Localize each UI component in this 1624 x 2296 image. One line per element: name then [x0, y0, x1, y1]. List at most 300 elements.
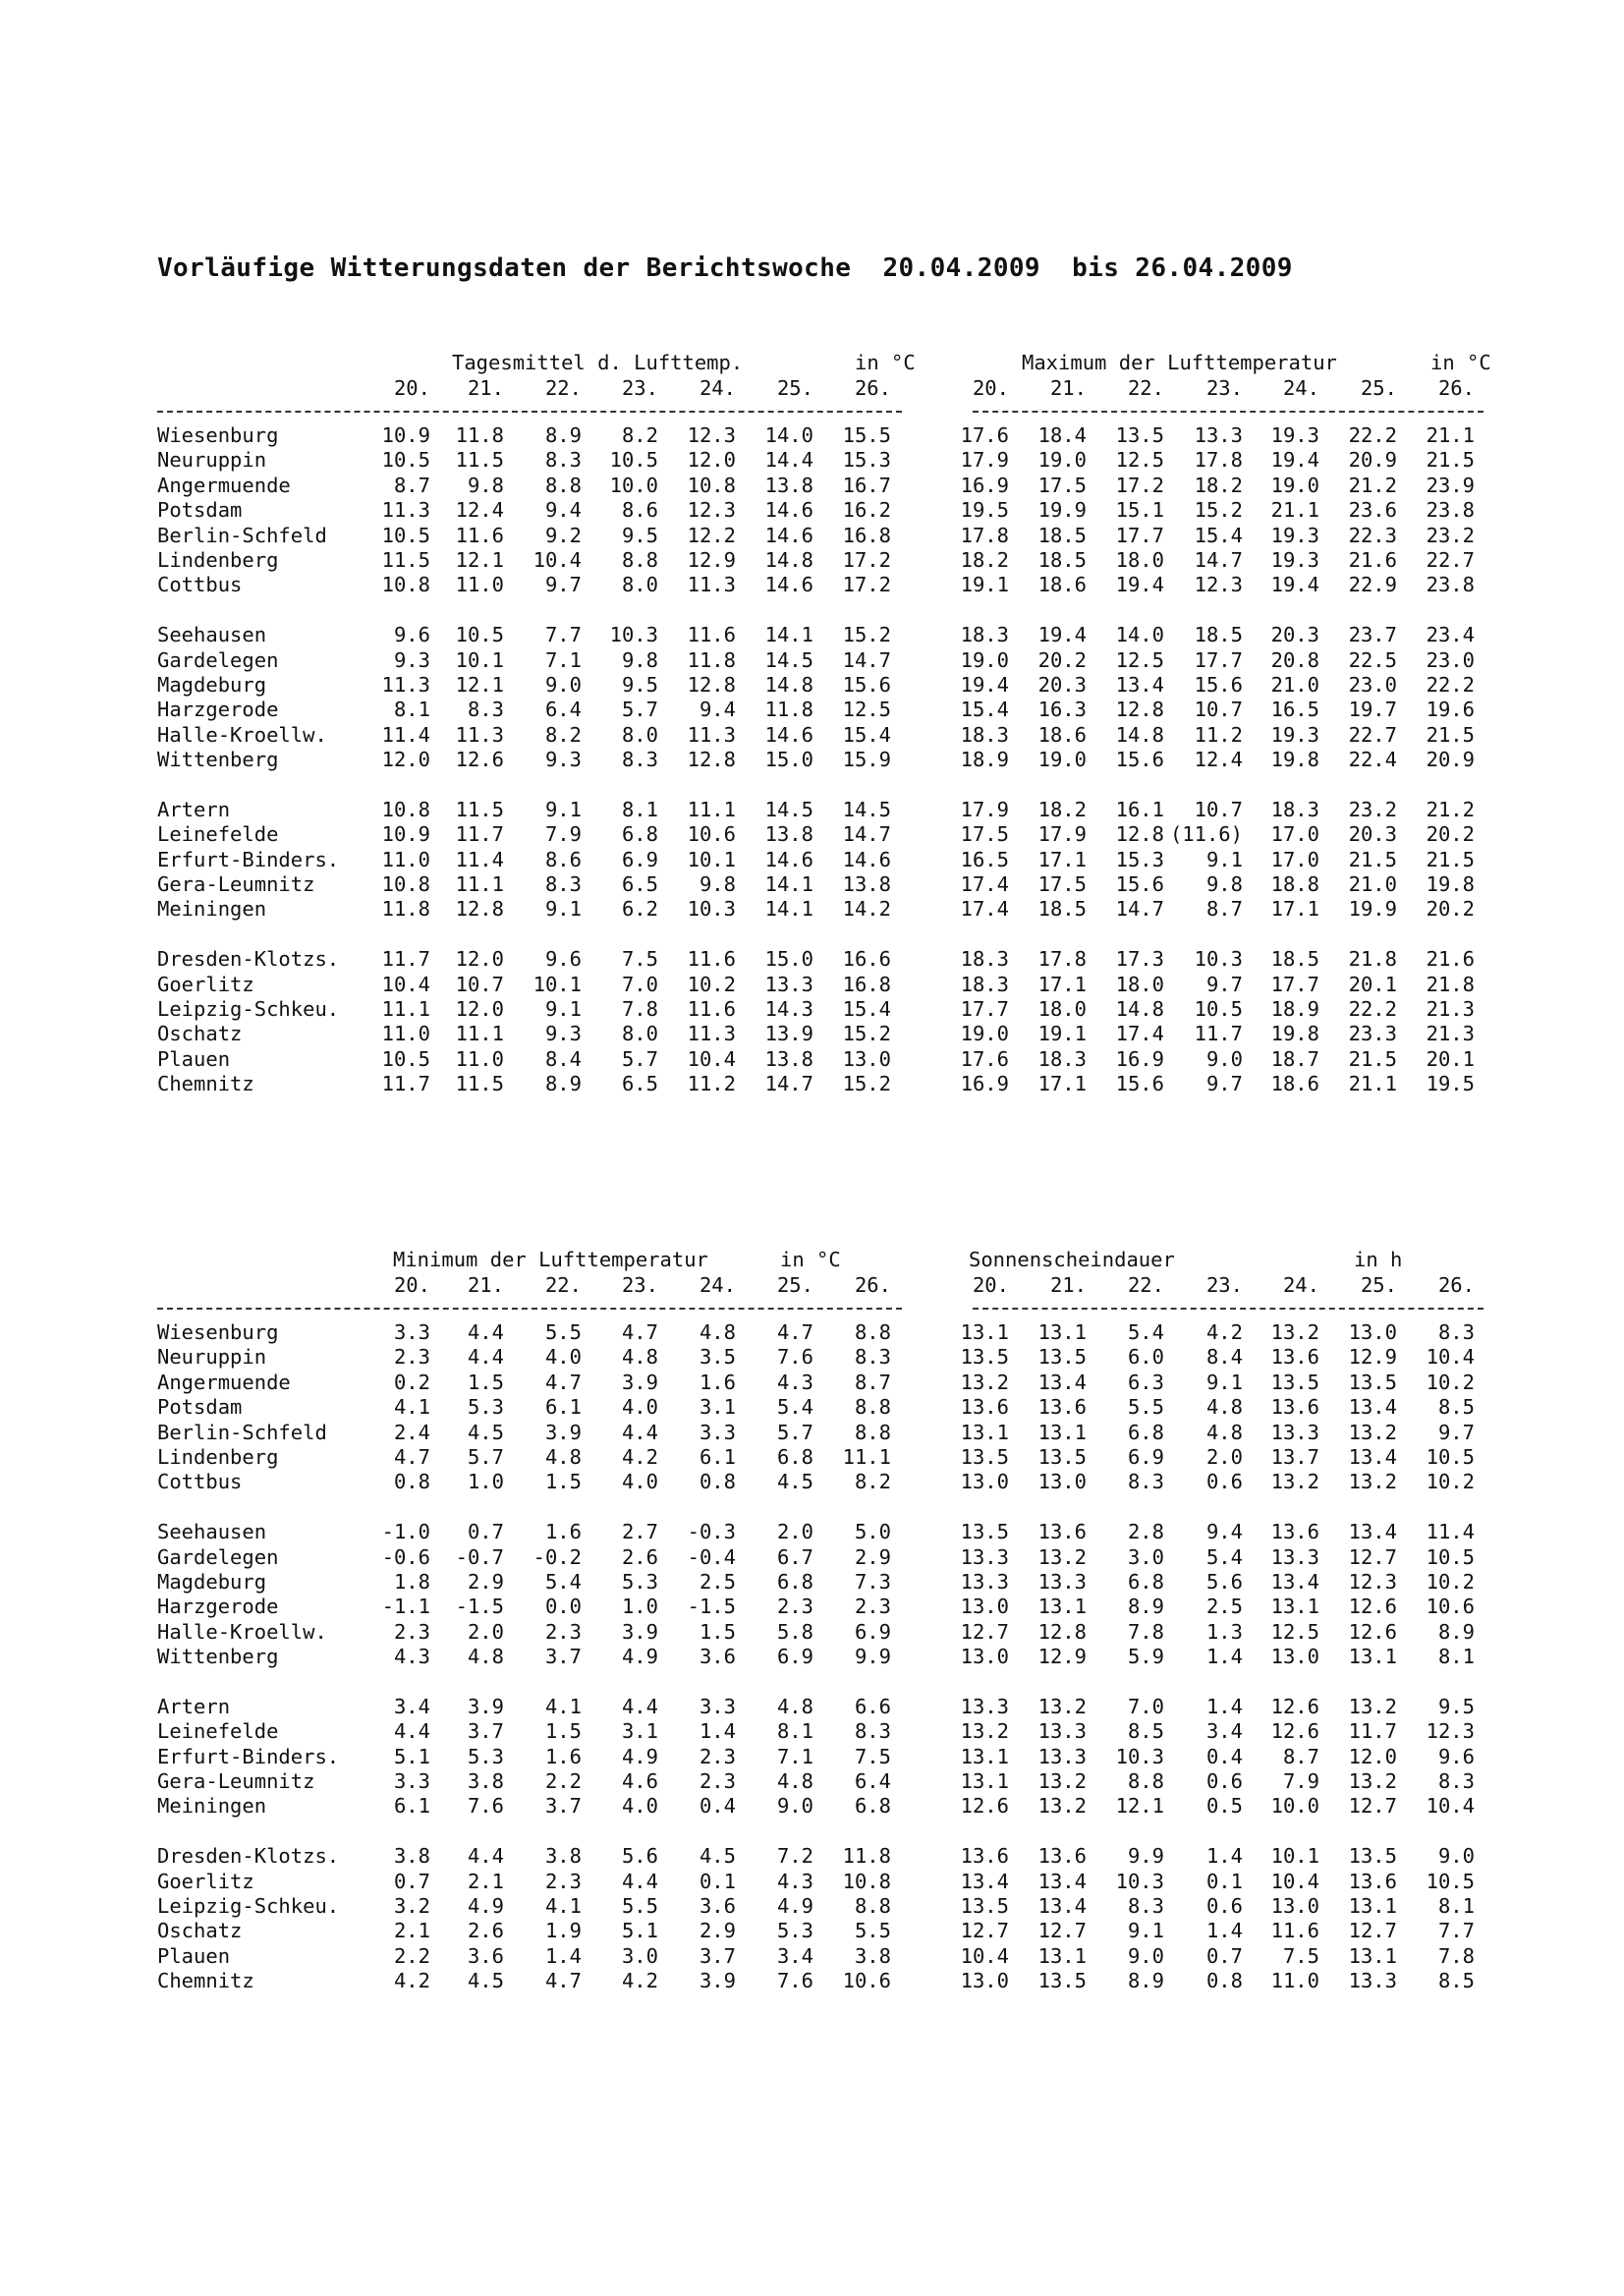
value-cell: 13.3: [764, 972, 813, 996]
value-cell: 13.2: [960, 1719, 1009, 1744]
value-cell: 6.4: [544, 698, 582, 722]
value-cell: 5.5: [1127, 1395, 1164, 1420]
value-cell: 9.1: [1205, 847, 1243, 871]
value-cell: 18.3: [960, 947, 1009, 972]
value-cell: 6.8: [1127, 1420, 1164, 1444]
table-row: [157, 1445, 1503, 1470]
value-cell: 11.8: [687, 647, 736, 672]
station-name: Berlin-Schfeld: [157, 1420, 327, 1444]
value-cell: 1.4: [1205, 1694, 1243, 1718]
value-cell: 4.4: [621, 1694, 658, 1718]
table-row: [157, 1520, 1503, 1544]
value-cell: 13.5: [1270, 1370, 1319, 1394]
station-name: Erfurt-Binders.: [157, 1744, 340, 1768]
value-cell: 23.8: [1426, 573, 1475, 597]
value-cell: 3.7: [699, 1943, 736, 1968]
value-cell: -0.7: [455, 1544, 504, 1569]
value-cell: 8.2: [544, 722, 582, 747]
value-cell: 13.0: [960, 1595, 1009, 1619]
value-cell: 11.8: [381, 897, 430, 922]
table-row: [157, 673, 1503, 698]
value-cell: 1.5: [544, 1719, 582, 1744]
value-cell: 5.7: [621, 698, 658, 722]
station-name: Artern: [157, 1694, 231, 1718]
table-row: [157, 1545, 1503, 1570]
value-cell: 18.5: [1270, 947, 1319, 972]
value-cell: 13.2: [1037, 1794, 1087, 1819]
value-cell: 12.7: [1348, 1919, 1397, 1943]
station-name: Oschatz: [157, 1022, 243, 1046]
station-name: Meiningen: [157, 1794, 267, 1819]
value-cell: 9.0: [1437, 1844, 1475, 1869]
value-cell: 11.7: [455, 822, 504, 847]
value-cell: 11.6: [687, 623, 736, 647]
value-cell: 9.0: [544, 672, 582, 697]
value-cell: 13.4: [1270, 1569, 1319, 1594]
value-cell: 8.7: [393, 473, 430, 497]
value-cell: 13.9: [764, 1022, 813, 1046]
value-cell: 11.3: [687, 573, 736, 597]
value-cell: 17.0: [1270, 847, 1319, 871]
value-cell: 3.4: [393, 1694, 430, 1718]
group-spacer: [157, 1495, 1503, 1520]
value-cell: 2.1: [393, 1919, 430, 1943]
value-cell: 14.7: [842, 822, 891, 847]
station-name: Gardelegen: [157, 647, 279, 672]
value-cell: 23.7: [1348, 623, 1397, 647]
value-cell: 17.2: [842, 573, 891, 597]
value-cell: 8.1: [621, 797, 658, 821]
value-cell: 8.1: [1437, 1645, 1475, 1669]
value-cell: 8.9: [544, 423, 582, 447]
value-cell: 13.2: [1348, 1470, 1397, 1494]
table-row: [157, 1320, 1503, 1345]
value-cell: 12.8: [1115, 822, 1164, 847]
value-cell: 13.2: [1037, 1769, 1087, 1794]
value-cell: 9.0: [776, 1794, 813, 1819]
value-cell: 21.8: [1426, 972, 1475, 996]
value-cell: 13.6: [960, 1395, 1009, 1420]
value-cell: 20.2: [1426, 897, 1475, 922]
value-cell: 9.7: [544, 573, 582, 597]
value-cell: 12.7: [1037, 1919, 1087, 1943]
value-cell: 18.3: [960, 972, 1009, 996]
value-cell: 13.0: [1037, 1470, 1087, 1494]
value-cell: 4.7: [544, 1370, 582, 1394]
value-cell: 10.4: [1426, 1794, 1475, 1819]
group-spacer: [157, 923, 1503, 947]
value-cell: 8.7: [1205, 897, 1243, 922]
station-name: Angermuende: [157, 473, 291, 497]
station-name: Potsdam: [157, 1395, 243, 1420]
value-cell: 18.9: [1270, 996, 1319, 1021]
value-cell: 17.5: [960, 822, 1009, 847]
value-cell: 9.2: [544, 523, 582, 547]
group-spacer: [157, 772, 1503, 797]
value-cell: 10.5: [1426, 1544, 1475, 1569]
value-cell: 12.0: [1348, 1744, 1397, 1768]
value-cell: 10.8: [381, 872, 430, 897]
station-name: Dresden-Klotzs.: [157, 1844, 340, 1869]
weather-table-section-2: [157, 1248, 1503, 1994]
value-cell: 1.6: [544, 1520, 582, 1544]
value-cell: 14.6: [764, 498, 813, 523]
value-cell: 21.5: [1426, 847, 1475, 871]
value-cell: 13.0: [1270, 1893, 1319, 1918]
value-cell: 13.0: [960, 1969, 1009, 1993]
value-cell: 8.8: [621, 547, 658, 572]
value-cell: 10.5: [381, 523, 430, 547]
value-cell: 3.6: [467, 1943, 504, 1968]
value-cell: 17.4: [960, 897, 1009, 922]
value-cell: 6.4: [854, 1769, 891, 1794]
value-cell: 13.6: [1348, 1869, 1397, 1893]
value-cell: 13.4: [1348, 1444, 1397, 1469]
value-cell: 14.8: [1115, 722, 1164, 747]
value-cell: 12.8: [687, 748, 736, 772]
value-cell: 13.6: [1270, 1520, 1319, 1544]
value-cell: 4.8: [544, 1444, 582, 1469]
value-cell: 16.9: [960, 1072, 1009, 1096]
value-cell: 13.5: [1115, 423, 1164, 447]
value-cell: 10.2: [687, 972, 736, 996]
value-cell: 18.9: [960, 748, 1009, 772]
value-cell: 6.9: [1127, 1444, 1164, 1469]
table-row: [157, 723, 1503, 748]
value-cell: 2.6: [621, 1544, 658, 1569]
right-unit: in h: [1354, 1248, 1403, 1271]
value-cell: 0.1: [1205, 1869, 1243, 1893]
value-cell: 15.6: [1115, 748, 1164, 772]
station-name: Wiesenburg: [157, 1320, 279, 1344]
value-cell: 14.6: [842, 847, 891, 871]
value-cell: 3.4: [776, 1943, 813, 1968]
value-cell: 13.7: [1270, 1444, 1319, 1469]
value-cell: 6.8: [854, 1794, 891, 1819]
table-row: [157, 1570, 1503, 1595]
table-row: [157, 872, 1503, 897]
station-name: Oschatz: [157, 1919, 243, 1943]
value-cell: 1.5: [467, 1370, 504, 1394]
right-table-title: Sonnenscheindauer: [969, 1248, 1175, 1271]
value-cell: 4.1: [544, 1893, 582, 1918]
value-cell: 8.3: [1127, 1470, 1164, 1494]
value-cell: 19.3: [1270, 722, 1319, 747]
value-cell: 10.7: [455, 972, 504, 996]
dashed-separator: [157, 1299, 1503, 1320]
value-cell: 1.3: [1205, 1619, 1243, 1644]
value-cell: 11.1: [687, 797, 736, 821]
table-row: [157, 1719, 1503, 1744]
value-cell: 9.9: [854, 1645, 891, 1669]
table-row: [157, 798, 1503, 822]
value-cell: 8.8: [854, 1420, 891, 1444]
value-cell: 13.4: [1037, 1869, 1087, 1893]
value-cell: 17.0: [1270, 822, 1319, 847]
value-cell: 14.8: [764, 672, 813, 697]
value-cell: 3.1: [699, 1395, 736, 1420]
value-cell: 14.7: [1194, 547, 1243, 572]
value-cell: 4.4: [467, 1844, 504, 1869]
value-cell: 7.1: [544, 647, 582, 672]
group-spacer: [157, 1820, 1503, 1844]
value-cell: 11.3: [455, 722, 504, 747]
value-cell: 18.2: [960, 547, 1009, 572]
value-cell: 9.8: [467, 473, 504, 497]
value-cell: 23.2: [1426, 523, 1475, 547]
value-cell: 19.4: [960, 672, 1009, 697]
value-cell: 1.5: [544, 1470, 582, 1494]
value-cell: 9.6: [544, 947, 582, 972]
value-cell: 19.4: [1270, 573, 1319, 597]
value-cell: 10.8: [381, 573, 430, 597]
value-cell: 17.2: [1115, 473, 1164, 497]
value-cell: 2.3: [776, 1595, 813, 1619]
value-cell: 10.8: [381, 797, 430, 821]
left-table-title: Tagesmittel d. Lufttemp.: [452, 351, 744, 374]
value-cell: 0.7: [467, 1520, 504, 1544]
value-cell: 17.7: [1270, 972, 1319, 996]
value-cell: 13.6: [1037, 1844, 1087, 1869]
value-cell: 3.2: [393, 1893, 430, 1918]
value-cell: 14.0: [764, 423, 813, 447]
value-cell: 1.6: [699, 1370, 736, 1394]
value-cell: 17.9: [1037, 822, 1087, 847]
value-cell: 12.1: [1115, 1794, 1164, 1819]
day-label-left: 23.: [621, 376, 658, 400]
value-cell: 17.1: [1037, 847, 1087, 871]
separator-left: [157, 411, 902, 413]
table-row: [157, 1894, 1503, 1919]
value-cell: 11.2: [1194, 722, 1243, 747]
value-cell: 6.1: [393, 1794, 430, 1819]
value-cell: 1.0: [467, 1470, 504, 1494]
value-cell: 0.2: [393, 1370, 430, 1394]
value-cell: 3.3: [393, 1320, 430, 1344]
value-cell: 15.1: [1115, 498, 1164, 523]
station-name: Seehausen: [157, 623, 267, 647]
value-cell: 7.6: [776, 1969, 813, 1993]
value-cell: 1.4: [544, 1943, 582, 1968]
value-cell: 6.8: [776, 1569, 813, 1594]
table-row: [157, 1794, 1503, 1819]
value-cell: 19.4: [1115, 573, 1164, 597]
dashed-separator: [157, 402, 1503, 423]
value-cell: 5.7: [776, 1420, 813, 1444]
value-cell: 4.5: [467, 1969, 504, 1993]
value-cell: 13.0: [960, 1470, 1009, 1494]
value-cell: 9.4: [1205, 1520, 1243, 1544]
table-row: [157, 1595, 1503, 1619]
value-cell: 15.0: [764, 947, 813, 972]
value-cell: 12.0: [687, 448, 736, 473]
value-cell: 10.0: [1270, 1794, 1319, 1819]
value-cell: 18.3: [1037, 1046, 1087, 1071]
value-cell: 18.6: [1270, 1072, 1319, 1096]
value-cell: 4.3: [776, 1869, 813, 1893]
value-cell: 18.0: [1037, 996, 1087, 1021]
value-cell: 11.6: [455, 523, 504, 547]
value-cell: 18.7: [1270, 1046, 1319, 1071]
value-cell: 2.2: [544, 1769, 582, 1794]
value-cell: 5.3: [776, 1919, 813, 1943]
value-cell: 8.3: [854, 1719, 891, 1744]
value-cell: 7.9: [1282, 1769, 1319, 1794]
value-cell: 4.5: [699, 1844, 736, 1869]
value-cell: 4.7: [393, 1444, 430, 1469]
value-cell: 8.5: [1437, 1395, 1475, 1420]
value-cell: 2.7: [621, 1520, 658, 1544]
value-cell: 3.7: [467, 1719, 504, 1744]
day-label-left: 21.: [467, 1273, 504, 1297]
value-cell: 7.5: [621, 947, 658, 972]
station-name: Gera-Leumnitz: [157, 1769, 315, 1794]
value-cell: 9.1: [544, 996, 582, 1021]
value-cell: 16.8: [842, 972, 891, 996]
value-cell: 22.4: [1348, 748, 1397, 772]
value-cell: 8.3: [1127, 1893, 1164, 1918]
value-cell: 13.6: [1037, 1395, 1087, 1420]
value-cell: 3.8: [393, 1844, 430, 1869]
value-cell: 9.0: [1127, 1943, 1164, 1968]
value-cell: 4.8: [621, 1345, 658, 1370]
value-cell: 13.0: [960, 1645, 1009, 1669]
value-cell: 8.4: [544, 1046, 582, 1071]
value-cell: 12.8: [687, 672, 736, 697]
value-cell: 8.6: [621, 498, 658, 523]
value-cell: 13.5: [1037, 1444, 1087, 1469]
value-cell: 0.1: [699, 1869, 736, 1893]
value-cell: 4.5: [776, 1470, 813, 1494]
value-cell: 10.2: [1426, 1569, 1475, 1594]
value-cell: 9.3: [544, 748, 582, 772]
value-cell: 3.0: [1127, 1544, 1164, 1569]
value-cell: 0.4: [1205, 1744, 1243, 1768]
value-cell: 19.0: [960, 647, 1009, 672]
value-cell: 11.4: [381, 722, 430, 747]
value-cell: 10.4: [960, 1943, 1009, 1968]
value-cell: 13.1: [1348, 1943, 1397, 1968]
value-cell: 12.8: [1037, 1619, 1087, 1644]
value-cell: 13.3: [1037, 1744, 1087, 1768]
value-cell: 9.8: [1205, 872, 1243, 897]
value-cell: 13.3: [1270, 1420, 1319, 1444]
value-cell: 4.8: [776, 1769, 813, 1794]
value-cell: 14.6: [764, 523, 813, 547]
value-cell: 20.2: [1037, 647, 1087, 672]
value-cell: 13.2: [1348, 1420, 1397, 1444]
value-cell: 7.5: [1282, 1943, 1319, 1968]
value-cell: 12.1: [455, 547, 504, 572]
value-cell: 16.2: [842, 498, 891, 523]
value-cell: 21.0: [1270, 672, 1319, 697]
right-unit: in °C: [1430, 351, 1491, 374]
value-cell: 14.5: [764, 647, 813, 672]
value-cell: 14.8: [1115, 996, 1164, 1021]
value-cell: 6.7: [776, 1544, 813, 1569]
station-name: Magdeburg: [157, 672, 267, 697]
value-cell: 13.1: [960, 1320, 1009, 1344]
value-cell: 18.2: [1037, 797, 1087, 821]
value-cell: 21.5: [1426, 448, 1475, 473]
value-cell: 10.8: [687, 473, 736, 497]
day-label-right: 21.: [1049, 376, 1087, 400]
value-cell: 11.6: [687, 996, 736, 1021]
value-cell: 20.9: [1426, 748, 1475, 772]
value-cell: 7.8: [621, 996, 658, 1021]
value-cell: 14.5: [764, 797, 813, 821]
table-row: [157, 1345, 1503, 1370]
value-cell: 14.1: [764, 897, 813, 922]
value-cell: 12.7: [960, 1919, 1009, 1943]
value-cell: 19.5: [1426, 1072, 1475, 1096]
value-cell: 13.4: [1115, 672, 1164, 697]
value-cell: 13.1: [1037, 1420, 1087, 1444]
station-name: Chemnitz: [157, 1072, 254, 1096]
value-cell: 21.2: [1426, 797, 1475, 821]
value-cell: 12.0: [455, 996, 504, 1021]
day-label-right: 23.: [1205, 376, 1243, 400]
value-cell: 22.9: [1348, 573, 1397, 597]
station-name: Plauen: [157, 1943, 231, 1968]
value-cell: 8.5: [1437, 1969, 1475, 1993]
value-cell: 14.7: [764, 1072, 813, 1096]
station-name: Wittenberg: [157, 748, 279, 772]
value-cell: 20.1: [1426, 1046, 1475, 1071]
day-label-left: 25.: [776, 1273, 813, 1297]
value-cell: 17.5: [1037, 872, 1087, 897]
day-label-right: 20.: [972, 376, 1009, 400]
value-cell: 12.9: [687, 547, 736, 572]
value-cell: 13.1: [1348, 1645, 1397, 1669]
value-cell: 3.9: [699, 1969, 736, 1993]
value-cell: 18.3: [960, 722, 1009, 747]
value-cell: 10.1: [687, 847, 736, 871]
value-cell: 15.3: [842, 448, 891, 473]
value-cell: 4.1: [544, 1694, 582, 1718]
value-cell: 8.8: [544, 473, 582, 497]
value-cell: 13.5: [960, 1444, 1009, 1469]
value-cell: 15.6: [1115, 872, 1164, 897]
value-cell: 9.5: [1437, 1694, 1475, 1718]
value-cell: 10.0: [609, 473, 658, 497]
station-name: Wiesenburg: [157, 423, 279, 447]
day-label-left: 25.: [776, 376, 813, 400]
value-cell: 10.6: [842, 1969, 891, 1993]
value-cell: 15.6: [842, 672, 891, 697]
value-cell: (11.6): [1169, 822, 1243, 847]
value-cell: 4.3: [776, 1370, 813, 1394]
value-cell: 5.4: [1127, 1320, 1164, 1344]
value-cell: 10.1: [1270, 1844, 1319, 1869]
value-cell: 12.1: [455, 672, 504, 697]
station-name: Lindenberg: [157, 1444, 279, 1469]
value-cell: 4.6: [621, 1769, 658, 1794]
value-cell: 3.8: [854, 1943, 891, 1968]
value-cell: 21.1: [1270, 498, 1319, 523]
value-cell: 14.2: [842, 897, 891, 922]
value-cell: 19.6: [1426, 698, 1475, 722]
value-cell: 2.0: [1205, 1444, 1243, 1469]
value-cell: 19.0: [1037, 748, 1087, 772]
value-cell: 13.1: [1037, 1943, 1087, 1968]
value-cell: 15.9: [842, 748, 891, 772]
value-cell: 4.4: [621, 1869, 658, 1893]
value-cell: 10.7: [1194, 698, 1243, 722]
value-cell: 13.5: [960, 1893, 1009, 1918]
value-cell: 12.3: [1348, 1569, 1397, 1594]
value-cell: 13.8: [764, 1046, 813, 1071]
